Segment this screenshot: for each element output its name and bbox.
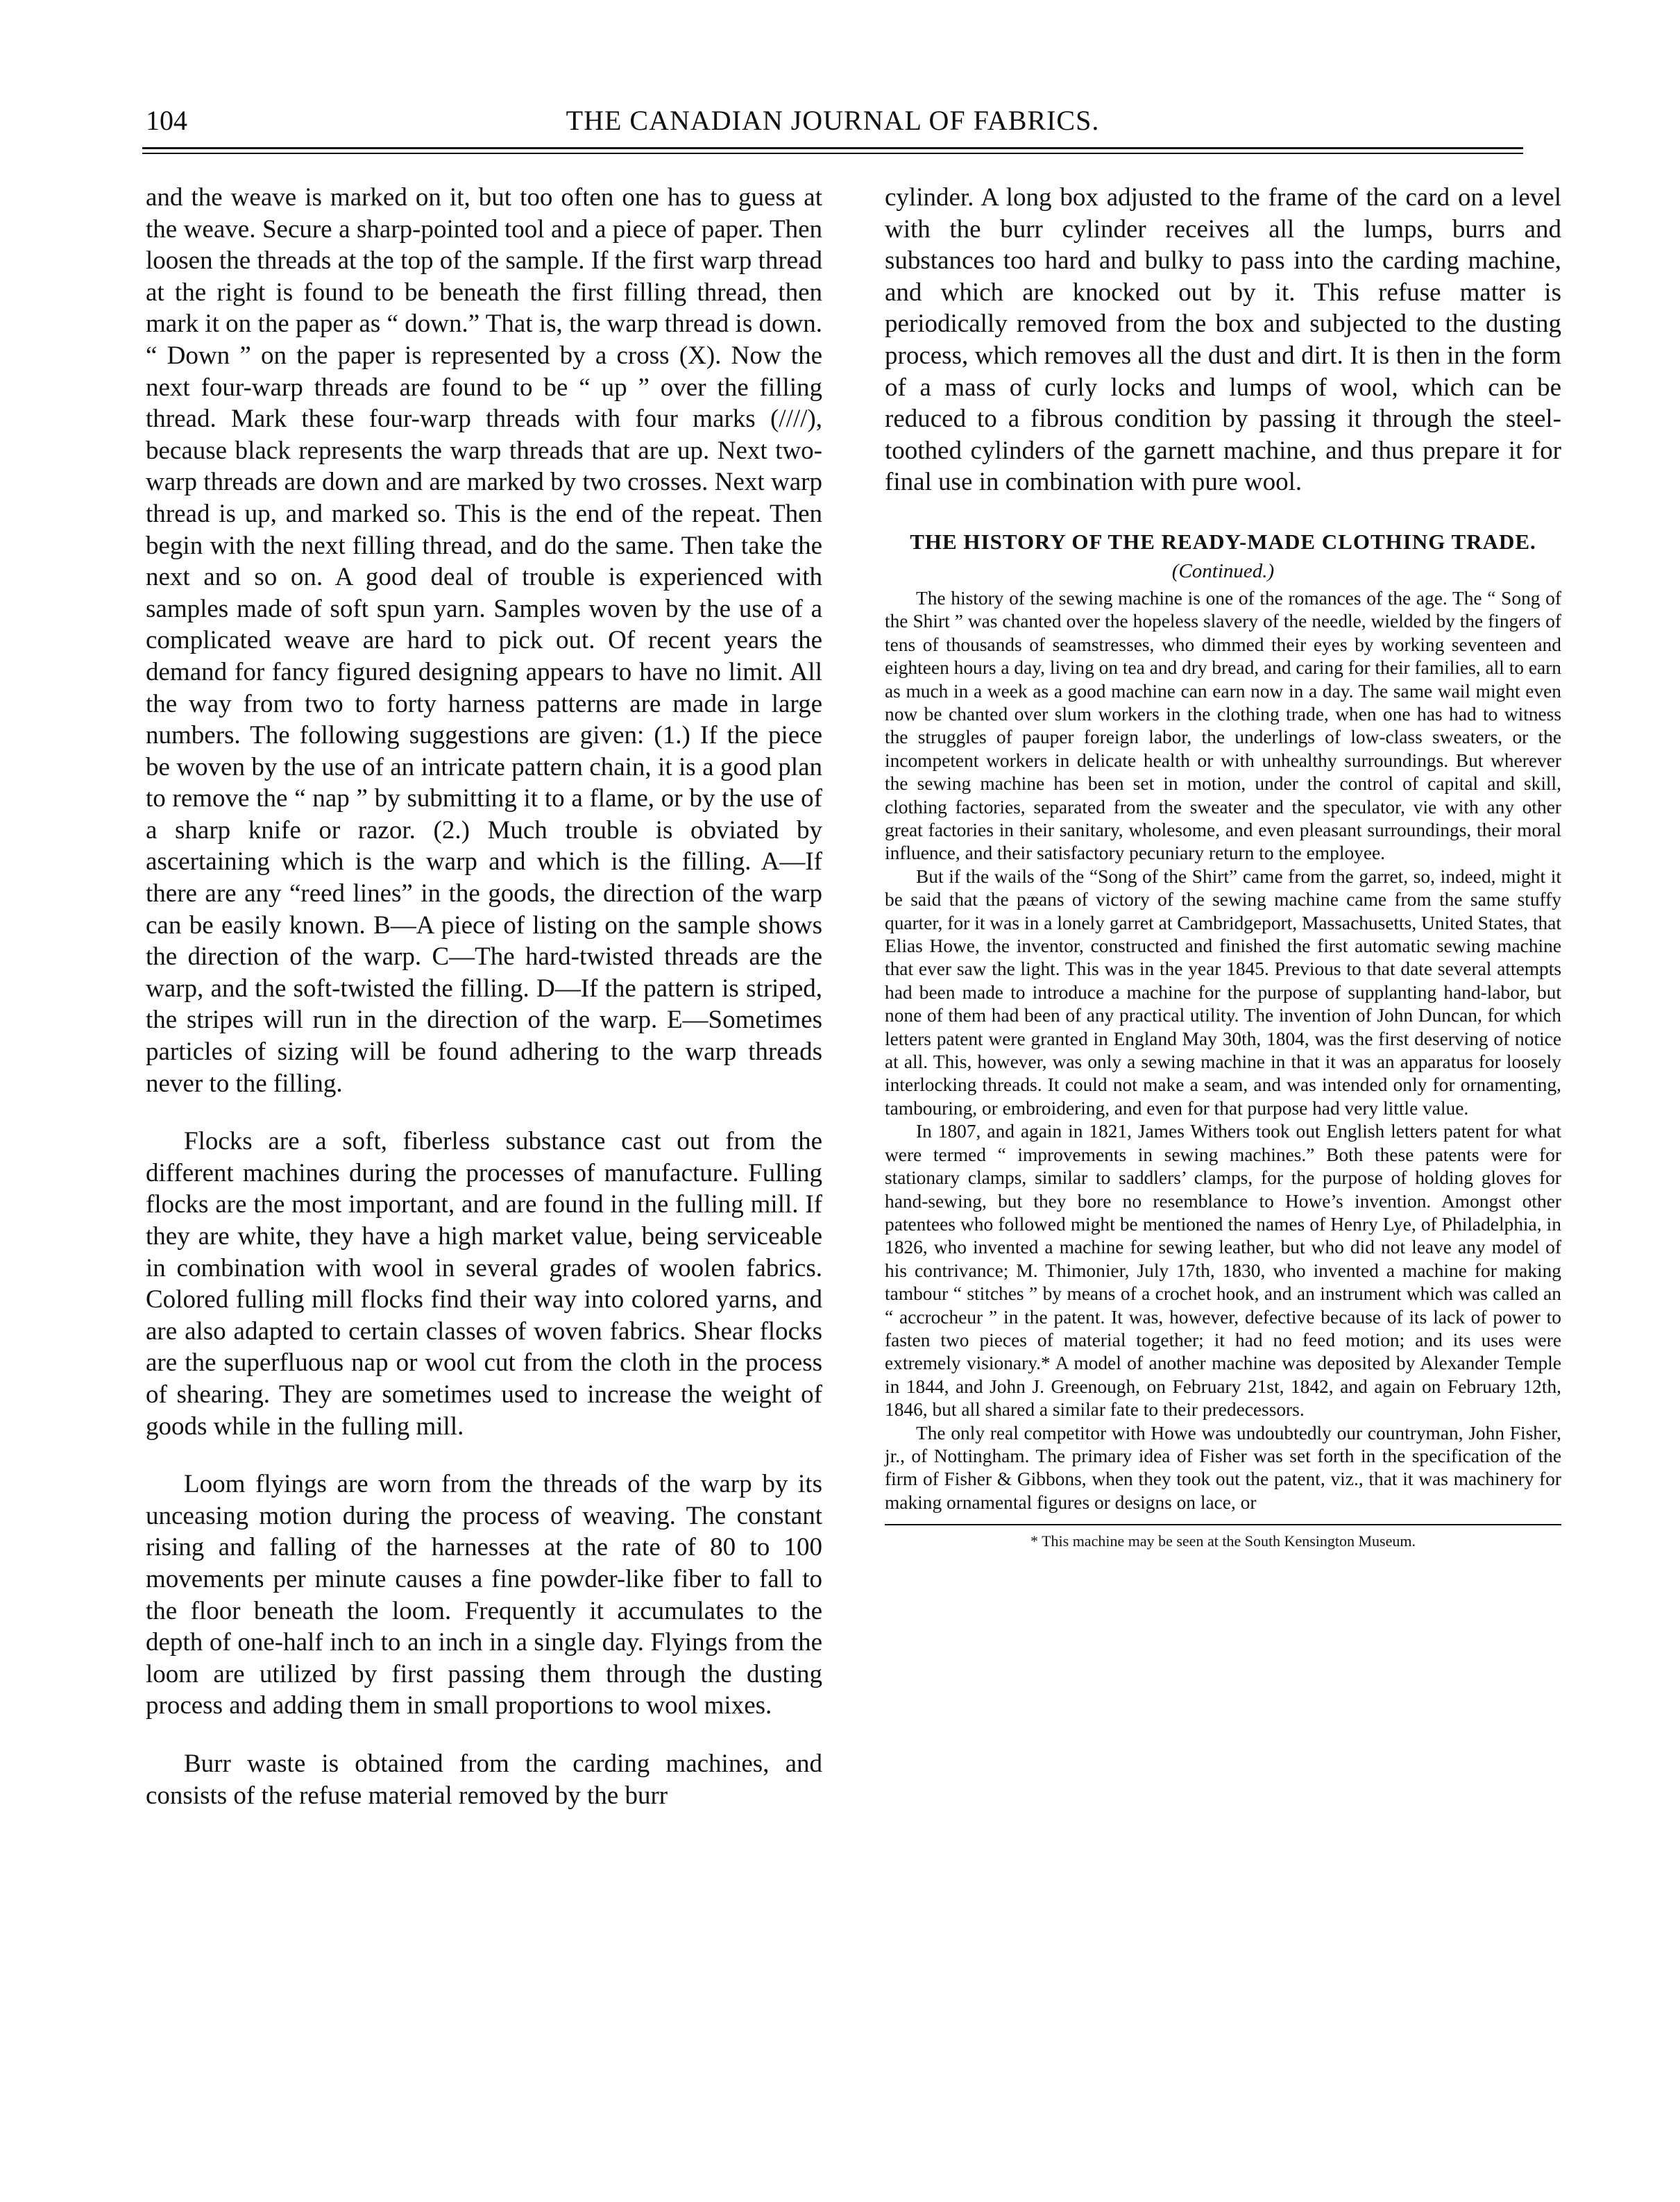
left-column [146, 182, 822, 1811]
footnote-rule [885, 1524, 1561, 1525]
paragraph-burr-waste: Burr waste is obtained from the carding machines, and consists of the refuse material removed by the burr [146, 1749, 822, 1810]
article-title: THE HISTORY OF THE READY-MADE CLOTHING TRADE. [910, 529, 1536, 554]
page-header [146, 104, 1520, 146]
footnote: * This machine may be seen at the South Kensington Museum. [1030, 1532, 1416, 1550]
paragraph-burr-cylinder: cylinder. A long box adjusted to the frame of the card on a level with the burr cylinder receives all the lumps, burrs and substances too hard and bulky to pass into the carding machine, and which are knocked out by it. This refuse matter is periodically removed from the box and subjected to the dusting process, which removes all the dust and dirt. It is then in the form of a mass of curly locks and lumps of wool, which can be reduced to a fibrous condition by passing it through the steel-toothed cylinders of the garnett machine, and thus prepare it for final use in combination with pure wool. [885, 183, 1561, 497]
paragraph-weave-analysis: and the weave is marked on it, but too often one has to guess at the weave. Secure a sharp-pointed tool and a piece of paper. Then loosen the threads at the top of the sample. If the first warp thread at the right is found to be beneath the first filling thread, then mark it on the paper as “ down.” That is, the warp thread is down. “ Down ” on the paper is represented by a cross (X). Now the next four-warp threads are found to be “ up ” over the filling thread. Mark these four-warp threads with four marks (////), because black represents the warp threads that are up. Next two-warp threads are down and are marked by two crosses. Next warp thread is up, and marked so. This is the end of the repeat. Then begin with the next filling thread, and do the same. Then take the next and so on. A good deal of trouble is experienced with samples made of soft spun yarn. Samples woven by the use of a complicated weave are hard to pick out. Of recent years the demand for fancy figured designing appears to have no limit. All the way from two to forty harness patterns are made in large numbers. The following suggestions are given: (1.) If the piece be woven by the use of an intricate pattern chain, it is a good plan to remove the “ nap ” by submitting it to a flame, or by the use of a sharp knife or razor. (2.) Much trouble is obviated by ascertaining which is the warp and which is the filling. A—If there are any “reed lines” in the goods, the direction of the warp can be easily known. B—A piece of listing on the sample shows the direction of the warp. C—The hard-twisted threads are the warp, and the soft-twisted the filling. D—If the pattern is striped, the stripes will run in the direction of the warp. E—Sometimes particles of sizing will be found adhering to the warp threads never to the filling. [146, 183, 822, 1098]
paragraph-early-patents: In 1807, and again in 1821, James Withers took out English letters patent for what were termed “ improvements in sewing machines.” Both these patents were for stationary clamps, similar to saddlers’ clamps, for the purpose of holding gloves for hand-sewing, but they bore no resemblance to Howe’s invention. Amongst other patentees who followed might be mentioned the names of Henry Lye, of Philadelphia, in 1826, who invented a machine for sewing leather, but who did not leave any model of his contrivance; M. Thimonier, July 17th, 1830, who invented a machine for making tambour “ stitches ” by means of a crochet hook, and an instrument which was called an “ accrocheur ” in the patent. It was, however, defective because of its lack of power to fasten two pieces of material together; it had no feed motion; and its uses were extremely visionary.* A model of another machine was deposited by Alexander Temple in 1844, and John J. Greenough, on February 21st, 1842, and again on February 12th, 1846, but all shared a similar fate to their predecessors. [885, 1121, 1561, 1421]
right-column [885, 182, 1561, 1550]
paragraph-howe-invention: But if the wails of the “Song of the Shirt” came from the garret, so, indeed, might it be said that the pæans of victory of the sewing machine came from the same stuffy quarter, for it was in a lonely garret at Cambridgeport, Massachusetts, United States, that Elias Howe, the inventor, constructed and finished the first automatic sewing machine that ever saw the light. This was in the year 1845. Previous to that date several attempts had been made to introduce a machine for the purpose of supplanting hand-labor, but none of them had been of any practical utility. The invention of John Duncan, for which letters patent were granted in England May 30th, 1804, was the first deserving of notice at all. This, however, was only a sewing machine in that it was an apparatus for loosely interlocking threads. It could not make a seam, and was intended only for ornamenting, tambouring, or embroidering, and even for that purpose had very little value. [885, 865, 1561, 1119]
journal-title: THE CANADIAN JOURNAL OF FABRICS. [566, 105, 1100, 136]
paragraph-flocks: Flocks are a soft, fiberless substance cast out from the different machines during the processes of manufacture. Fulling flocks are the most important, and are found in the fulling mill. If they are white, they have a high market value, being serviceable in combination with wool in several grades of woolen fabrics. Colored fulling mill flocks find their way into colored yarns, and are also adapted to certain classes of woven fabrics. Shear flocks are the superfluous nap or wool cut from the cloth in the process of shearing. They are sometimes used to increase the weight of goods while in the fulling mill. [146, 1127, 822, 1441]
page-number: 104 [146, 105, 187, 136]
header-rule-top [142, 147, 1523, 149]
paragraph-sewing-machine-romance: The history of the sewing machine is one of the romances of the age. The “ Song of the Shirt ” was chanted over the hopeless slavery of the needle, wielded by the fingers of tens of thousands of seamstresses, who dimmed their eyes by working seventeen and eighteen hours a day, living on tea and dry bread, and caring for their families, all to earn as much in a week as a good machine can earn now in a day. The same wail might even now be chanted over slum workers in the clothing trade, when one has had to witness the struggles of pauper foreign labor, the underlings of low-class sweaters, or the incompetent workers in delicate health or with unhealthy surroundings. But wherever the sewing machine has been set in motion, under the control of capital and skill, clothing factories, separated from the sweater and the speculator, vie with any other great factories in their sanitary, wholesome, and even pleasant surroundings, their moral influence, and their satisfactory pecuniary return to the employee. [885, 587, 1561, 864]
header-rule-bottom [142, 153, 1523, 154]
continued-label: (Continued.) [1171, 559, 1275, 582]
paragraph-loom-flyings: Loom flyings are worn from the threads of the warp by its unceasing motion during the process of weaving. The constant rising and falling of the harnesses at the rate of 80 to 100 movements per minute causes a fine powder-like fiber to fall to the floor beneath the loom. Frequently it accumulates to the depth of one-half inch to an inch in a single day. Flyings from the loom are utilized by first passing them through the dusting process and adding them in small proportions to wool mixes. [146, 1470, 822, 1720]
paragraph-fisher: The only real competitor with Howe was undoubtedly our countryman, John Fisher, jr., of Nottingham. The primary idea of Fisher was set forth in the specification of the firm of Fisher & Gibbons, when they took out the patent, viz., that it was machinery for making ornamental figures or designs on lace, or [885, 1422, 1561, 1513]
